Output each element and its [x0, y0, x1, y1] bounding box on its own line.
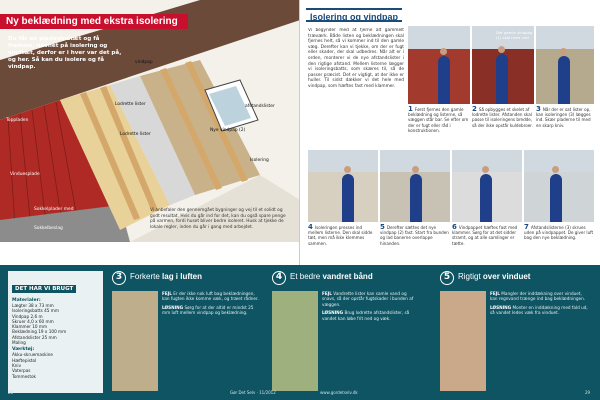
- list-item: Lægter 38 x 73 mm: [12, 303, 54, 308]
- tips-strip: [0, 265, 600, 400]
- materials-box: [8, 271, 103, 393]
- tip-photo: [272, 291, 318, 391]
- step-photo-7: [524, 150, 594, 222]
- tip-number: 4: [272, 271, 286, 285]
- intro-text: Du får en pladevindtæt og få fremme, navnet på isolering og vindtæt, derfor er i hver var det på, og her. Så kan du isolere og få vindpap.: [8, 36, 122, 70]
- photo-callout: Det gamle vindpap (1) skal rives ned: [496, 30, 533, 41]
- tip-photo: [112, 291, 158, 391]
- tip-text: FEJL Mangler der inddækning over vinduet, kan regnvand trænge ind bag beklædningen. LØSNING Monter en inddækning med fald ud, så vandet ledes væk fra vinduet.: [490, 291, 588, 316]
- section-heading: Isolering og vindpap: [306, 8, 402, 22]
- label-sokkelplader: Sokkelplader med: [34, 207, 74, 212]
- list-item: Kniv: [12, 362, 22, 368]
- list-item: Klammer 10 mm: [12, 324, 48, 330]
- tools-list: [12, 352, 99, 378]
- step-caption-6: 6 Vindpappet hæftes fast med klammer. Sørg for at det sidder stramt, og at alle samlinger er tætte.: [452, 223, 518, 246]
- step-photo-5: [380, 150, 450, 222]
- list-item: Vaterpas: [12, 368, 31, 374]
- step-caption-4: 4 Isoleringen presses ind mellem listerne. Den skal sidde tæt, men må ikke klemmes sammen.: [308, 223, 373, 246]
- tip-title: Et bedre vandret bånd: [290, 272, 373, 281]
- list-item: Vindpap 2,6 m: [12, 313, 43, 319]
- label-vindpap: vindpap: [135, 60, 153, 65]
- step-photo-3: [536, 26, 594, 104]
- label-lodret-lister: Lodrette lister: [115, 102, 146, 107]
- list-item: Akku-skruemaskine: [12, 352, 53, 358]
- label-afstandslister: afstandslister: [245, 104, 275, 109]
- article-title: Ny beklædning med ekstra isolering: [0, 14, 188, 29]
- label-vinduesplade: Vinduesplade: [10, 172, 40, 177]
- list-item: Skruer 4,0 x 60 mm: [12, 318, 54, 324]
- tools-subtitle: Værktøj:: [12, 347, 35, 353]
- materials-subtitle: Materialer:: [12, 298, 41, 303]
- materials-list: [12, 303, 99, 345]
- house-wall-illustration: [0, 0, 300, 242]
- label-isolering: Isolering: [250, 158, 269, 163]
- footer-right: www.gordetselv.dk: [320, 390, 358, 395]
- materials-title: DET HAR VI BRUGT: [12, 285, 76, 293]
- page-number-left: 28: [8, 390, 14, 395]
- tip-title: Forkerte lag i luften: [130, 272, 203, 281]
- step-photo-1: [408, 26, 470, 104]
- label-lodrette-lister: Lodrette lister: [120, 132, 151, 137]
- list-item: Isoleringsbatts 45 mm: [12, 308, 59, 314]
- label-nye-vindpap: Nye vindpap (2): [210, 128, 246, 133]
- list-item: Hæftepistol: [12, 357, 37, 363]
- tip-title: Rigtigt over vinduet: [458, 272, 531, 281]
- body-column: Vi begynder med at fjerne alt gammelt træværk. Både listen og beklædningen skal fjernes helt, så vi kommer ind til den gamle væg. Derefter kan vi tjekke, om der er fugt eller skader, der skal udbedres. Når alt er i orden, monterer vi de nye afstandslister i den rigtige afstand. Mellem listerne lægger vi isoleringsbatts, som skæres til, så de passer præcist. Det er vigtigt, at der ikke er huller. Til sidst dækker vi det hele med vindpap, som hæftes fast med klammer.: [308, 28, 404, 89]
- tip-number: 5: [440, 271, 454, 285]
- tip-panel-4: [272, 271, 422, 393]
- tip-text: FEJL Vandrette lister kan samle vand og snavs, så der opstår fugtskader i bunden af væggen. LØSNING Brug lodrette afstandslister, så vandet kan løbe frit ned og væk.: [322, 291, 414, 321]
- step-caption-2: 2 Så opbygges et skelet af lodrette lister. Afstanden skal passe til isoleringens bredde, så der ikke opstår kuldebroer.: [472, 105, 533, 128]
- step-caption-5: 5 Derefter sættes det nye vindpap (2) fast. Start fra bunden og lad banerne overlappe hinanden.: [380, 223, 449, 246]
- step-photo-4: [308, 150, 378, 222]
- illustration-caption: Vi anbefaler den gennemgået bygninger og vej til et solidt og godt resultat. Hvis du går ind for det, kan du også spare penge på varmen, fordi huset bliver bedre isoleret. Husk at tjekke de lokale regler, inden du går i gang med arbejdet.: [150, 208, 286, 230]
- tip-number: 3: [112, 271, 126, 285]
- label-sokkelbeslag: Sokkelbeslag: [34, 226, 63, 231]
- page-number-right: 29: [585, 390, 591, 395]
- tip-photo: [440, 291, 486, 391]
- footer-left: Gør Det Selv · 11/2012: [230, 390, 276, 395]
- step-caption-3: 3 Når der er sat lister op, kan isoleringen (3) lægges ind. Skær pladerne til med en skarp kniv.: [536, 105, 591, 128]
- list-item: Afstandslister 25 mm: [12, 334, 57, 340]
- tip-panel-3: [112, 271, 262, 393]
- list-item: Beklædning 19 x 100 mm: [12, 329, 67, 335]
- step-caption-1: 1 Først fjernes den gamle beklædning og listerne, så væggen står bar. Se efter om der er fugt eller råd i konstruktionen.: [408, 105, 469, 133]
- step-caption-7: 7 Afstandslisterne (3) skrues uden på vindpappet. De giver luft bag den nye beklædning.: [524, 223, 594, 241]
- step-photo-6: [452, 150, 522, 222]
- tip-text: FEJL Er der ikke nok luft bag beklædningen, kan fugten ikke komme væk, og træet rådner. LØSNING Sørg for at der altid er mindst 25 mm luft mellem vindpap og beklædning.: [162, 291, 259, 316]
- label-topplade: Toppladen: [6, 118, 29, 123]
- list-item: Maling: [12, 340, 26, 346]
- list-item: Tommestok: [12, 373, 36, 379]
- tip-panel-5: [440, 271, 590, 393]
